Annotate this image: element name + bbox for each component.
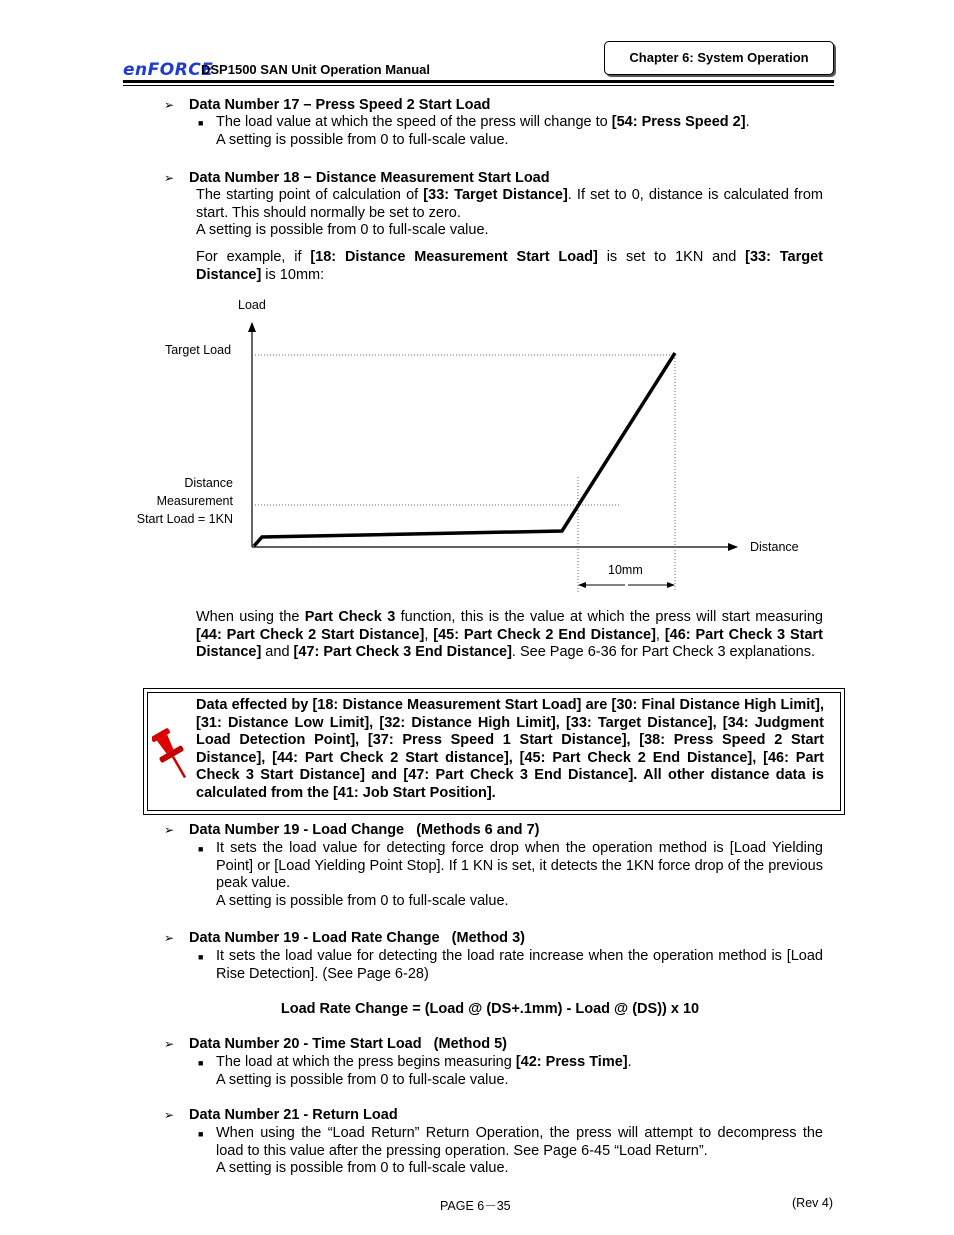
section-18-example: For example, if [18: Distance Measurement Start Load] is set to 1KN and [33: Target Distance] is 10mm: xyxy=(196,249,823,283)
chart-start-label-1: Distance xyxy=(184,476,233,490)
arrow-bullet-icon: ➢ xyxy=(164,171,175,185)
brand-logo: enFORCE xyxy=(123,60,214,80)
arrow-bullet-icon: ➢ xyxy=(164,931,175,945)
note-text: Data effected by [18: Distance Measurement Start Load] are [30: Final Distance High Limit], [31: Distance Low Limit], [32: Distance High Limit], [33: Target Distance], [34: Judgment Load Detection Point], [37: Press Speed 1 Start Distance], [38: Press Speed 2 Start Distance], [44: Part Check 2 Start distance], [45: Part Check 2 End Distance], [46: Part Check 3 Start Distance] and [47: Part Check 3 End Distance]. All other distance data is calculated from the [41: Job Start Position]. xyxy=(196,697,824,801)
chart-start-label-2: Measurement xyxy=(156,494,233,508)
section-21-range: A setting is possible from 0 to full-scale value. xyxy=(216,1160,509,1176)
chart-y-label: Load xyxy=(238,298,266,312)
section-19a-bullet: It sets the load value for detecting force drop when the operation method is [Load Yielding Point] or [Load Yielding Point Stop]. If 1 KN is set, it detects the 1KN force drop of the previous peak value. xyxy=(216,840,823,891)
load-curve xyxy=(254,353,675,546)
section-19b-bullet: It sets the load value for detecting the load rate increase when the operation method is [Load Rise Detection]. (See Page 6-28) xyxy=(216,948,823,982)
load-rate-formula: Load Rate Change = (Load @ (DS+.1mm) - Load @ (DS)) x 10 xyxy=(280,1001,700,1017)
section-18-part-check: When using the Part Check 3 function, this is the value at which the press will start measuring [44: Part Check 2 Start Distance], [45: Part Check 2 End Distance], [46: Part Check 3 Start Distance] and [47: Part Check 3 End Distance]. See Page 6-36 for Part Check 3 explanations. xyxy=(196,609,824,660)
square-bullet-icon: ■ xyxy=(198,118,204,128)
section-21-bullet: When using the “Load Return” Return Operation, the press will attempt to decompress the load to this value after the pressing operation. See Page 6-45 “Load Return”. xyxy=(216,1125,823,1159)
section-17-range: A setting is possible from 0 to full-scale value. xyxy=(216,132,509,148)
section-20-bullet: The load at which the press begins measuring [42: Press Time]. xyxy=(216,1054,632,1070)
square-bullet-icon: ■ xyxy=(198,1129,204,1139)
section-19a-range: A setting is possible from 0 to full-scale value. xyxy=(216,893,509,909)
revision-label: (Rev 4) xyxy=(792,1196,833,1210)
chart-start-label-3: Start Load = 1KN xyxy=(136,512,233,526)
section-21-heading: Data Number 21 - Return Load xyxy=(189,1107,398,1123)
chart-dim-label: 10mm xyxy=(608,563,643,577)
section-18-para-1: The starting point of calculation of [33: Target Distance]. If set to 0, distance is calculated from start. This should normally be set to zero. xyxy=(196,187,823,221)
page-number: PAGE 6－35 xyxy=(440,1199,511,1213)
square-bullet-icon: ■ xyxy=(198,952,204,962)
arrow-bullet-icon: ➢ xyxy=(164,1108,175,1122)
arrow-bullet-icon: ➢ xyxy=(164,98,175,112)
chart-x-label: Distance xyxy=(750,540,799,554)
section-19b-heading: Data Number 19 - Load Rate Change (Method 3) xyxy=(189,930,525,946)
section-17-bullet: The load value at which the speed of the press will change to [54: Press Speed 2]. xyxy=(216,114,750,130)
square-bullet-icon: ■ xyxy=(198,1058,204,1068)
chapter-title: Chapter 6: System Operation xyxy=(629,50,809,65)
section-18-range: A setting is possible from 0 to full-scale value. xyxy=(196,222,489,238)
document-title: DSP1500 SAN Unit Operation Manual xyxy=(201,62,430,77)
square-bullet-icon: ■ xyxy=(198,844,204,854)
section-20-heading: Data Number 20 - Time Start Load (Method 5) xyxy=(189,1036,507,1052)
arrow-bullet-icon: ➢ xyxy=(164,823,175,837)
section-20-range: A setting is possible from 0 to full-scale value. xyxy=(216,1072,509,1088)
arrow-bullet-icon: ➢ xyxy=(164,1037,175,1051)
section-19a-heading: Data Number 19 - Load Change (Methods 6 and 7) xyxy=(189,822,540,838)
section-17-heading: Data Number 17 – Press Speed 2 Start Load xyxy=(189,97,491,113)
chart-target-label: Target Load xyxy=(165,343,232,357)
pushpin-icon xyxy=(152,725,192,785)
section-18-heading: Data Number 18 − Distance Measurement Start Load xyxy=(189,170,550,186)
